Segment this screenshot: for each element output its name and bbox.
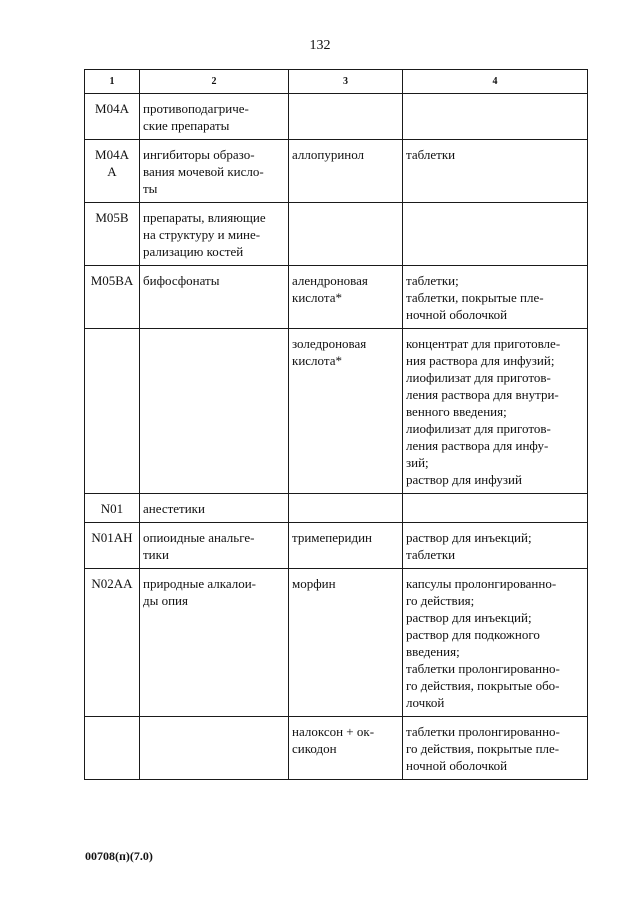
pharmacological-group-cell [140, 266, 289, 329]
cell-text-line: раствор для инъекций; [406, 530, 532, 545]
cell-text-line: M05BA [90, 273, 134, 288]
cell-text-line: ночной оболочкой [406, 758, 508, 773]
atc-code-cell [85, 494, 140, 523]
cell-text-line: ты [143, 181, 158, 196]
drug-name-cell [289, 203, 403, 266]
cell-text-line: на структуру и мине- [143, 227, 261, 242]
pharmacological-group-cell [140, 494, 289, 523]
cell-text-line: N01 [100, 501, 124, 516]
column-header: 2 [140, 70, 289, 94]
atc-code-cell [85, 717, 140, 780]
cell-text-line: золедроновая [292, 336, 367, 351]
column-header: 1 [85, 70, 140, 94]
cell-text-line: рализацию костей [143, 244, 244, 259]
dosage-form-cell [403, 329, 588, 494]
table-row [85, 94, 588, 140]
pharmacological-group-cell [140, 523, 289, 569]
cell-text-line: сикодон [292, 741, 337, 756]
cell-text-line: морфин [292, 576, 336, 591]
cell-text-line: ния раствора для инфузий; [406, 353, 555, 368]
drug-name-cell [289, 494, 403, 523]
table-row [85, 140, 588, 203]
cell-text-line: препараты, влияющие [143, 210, 266, 225]
cell-text-line: M05B [95, 210, 129, 225]
cell-text-line: раствор для инфузий [406, 472, 522, 487]
cell-text-line: аллопуринол [292, 147, 365, 162]
cell-text-line: лиофилизат для приготов- [406, 370, 551, 385]
cell-text-line: таблетки пролонгированно- [406, 661, 560, 676]
cell-text-line: введения; [406, 644, 460, 659]
cell-text-line: зий; [406, 455, 429, 470]
cell-text-line: M04A [95, 147, 129, 162]
table-row [85, 523, 588, 569]
document-code: 00708(п)(7.0) [85, 849, 153, 863]
cell-text-line: лочкой [406, 695, 445, 710]
cell-text-line: раствор для инъекций; [406, 610, 532, 625]
drug-name-cell [289, 140, 403, 203]
cell-text-line: A [107, 164, 117, 179]
cell-text-line: ления раствора для внутри- [406, 387, 559, 402]
pharmacological-group-cell [140, 717, 289, 780]
cell-text-line: анестетики [143, 501, 205, 516]
atc-code-cell [85, 523, 140, 569]
pharmacological-group-cell [140, 140, 289, 203]
cell-text-line: таблетки; [406, 273, 459, 288]
cell-text-line: таблетки [406, 547, 456, 562]
cell-text-line: лиофилизат для приготов- [406, 421, 551, 436]
cell-text-line: го действия, покрытые пле- [406, 741, 560, 756]
drug-name-cell [289, 717, 403, 780]
cell-text-line: кислота* [292, 290, 342, 305]
cell-text-line: N01AH [91, 530, 133, 545]
cell-text-line: противоподагриче- [143, 101, 249, 116]
cell-text-line: N02AA [91, 576, 133, 591]
dosage-form-cell [403, 94, 588, 140]
pharmacological-group-cell [140, 569, 289, 717]
table-row [85, 717, 588, 780]
atc-code-cell [85, 569, 140, 717]
table-row [85, 266, 588, 329]
drug-name-cell [289, 569, 403, 717]
dosage-form-cell [403, 523, 588, 569]
dosage-form-cell [403, 717, 588, 780]
cell-text-line: вания мочевой кисло- [143, 164, 264, 179]
cell-text-line: алендроновая [292, 273, 368, 288]
column-header: 4 [403, 70, 588, 94]
dosage-form-cell [403, 494, 588, 523]
column-header: 3 [289, 70, 403, 94]
cell-text-line: таблетки, покрытые пле- [406, 290, 544, 305]
cell-text-line: концентрат для приготовле- [406, 336, 561, 351]
dosage-form-cell [403, 203, 588, 266]
table-row [85, 494, 588, 523]
table-row [85, 329, 588, 494]
atc-code-cell [85, 94, 140, 140]
table-header-row [85, 70, 588, 94]
cell-text-line: раствор для подкожного [406, 627, 540, 642]
atc-code-cell [85, 266, 140, 329]
cell-text-line: тики [143, 547, 169, 562]
pharmacological-group-cell [140, 329, 289, 494]
cell-text-line: ды опия [143, 593, 188, 608]
cell-text-line: капсулы пролонгированно- [406, 576, 557, 591]
drug-name-cell [289, 329, 403, 494]
cell-text-line: кислота* [292, 353, 342, 368]
cell-text-line: го действия, покрытые обо- [406, 678, 560, 693]
drug-name-cell [289, 94, 403, 140]
cell-text-line: тримеперидин [292, 530, 373, 545]
page-number: 132 [309, 38, 331, 53]
atc-code-cell [85, 203, 140, 266]
cell-text-line: ночной оболочкой [406, 307, 508, 322]
table-body [85, 94, 588, 780]
atc-code-cell [85, 329, 140, 494]
drug-name-cell [289, 523, 403, 569]
cell-text-line: налоксон + ок- [292, 724, 375, 739]
cell-text-line: M04A [95, 101, 129, 116]
medication-table [84, 69, 588, 780]
cell-text-line: венного введения; [406, 404, 507, 419]
cell-text-line: бифосфонаты [143, 273, 220, 288]
drug-name-cell [289, 266, 403, 329]
cell-text-line: таблетки [406, 147, 456, 162]
cell-text-line: ингибиторы образо- [143, 147, 255, 162]
cell-text-line: опиоидные анальге- [143, 530, 255, 545]
pharmacological-group-cell [140, 94, 289, 140]
cell-text-line: го действия; [406, 593, 475, 608]
cell-text-line: ления раствора для инфу- [406, 438, 549, 453]
dosage-form-cell [403, 266, 588, 329]
pharmacological-group-cell [140, 203, 289, 266]
atc-code-cell [85, 140, 140, 203]
table-row [85, 203, 588, 266]
cell-text-line: природные алкалои- [143, 576, 257, 591]
cell-text-line: таблетки пролонгированно- [406, 724, 560, 739]
cell-text-line: ские препараты [143, 118, 230, 133]
dosage-form-cell [403, 569, 588, 717]
dosage-form-cell [403, 140, 588, 203]
table-row [85, 569, 588, 717]
